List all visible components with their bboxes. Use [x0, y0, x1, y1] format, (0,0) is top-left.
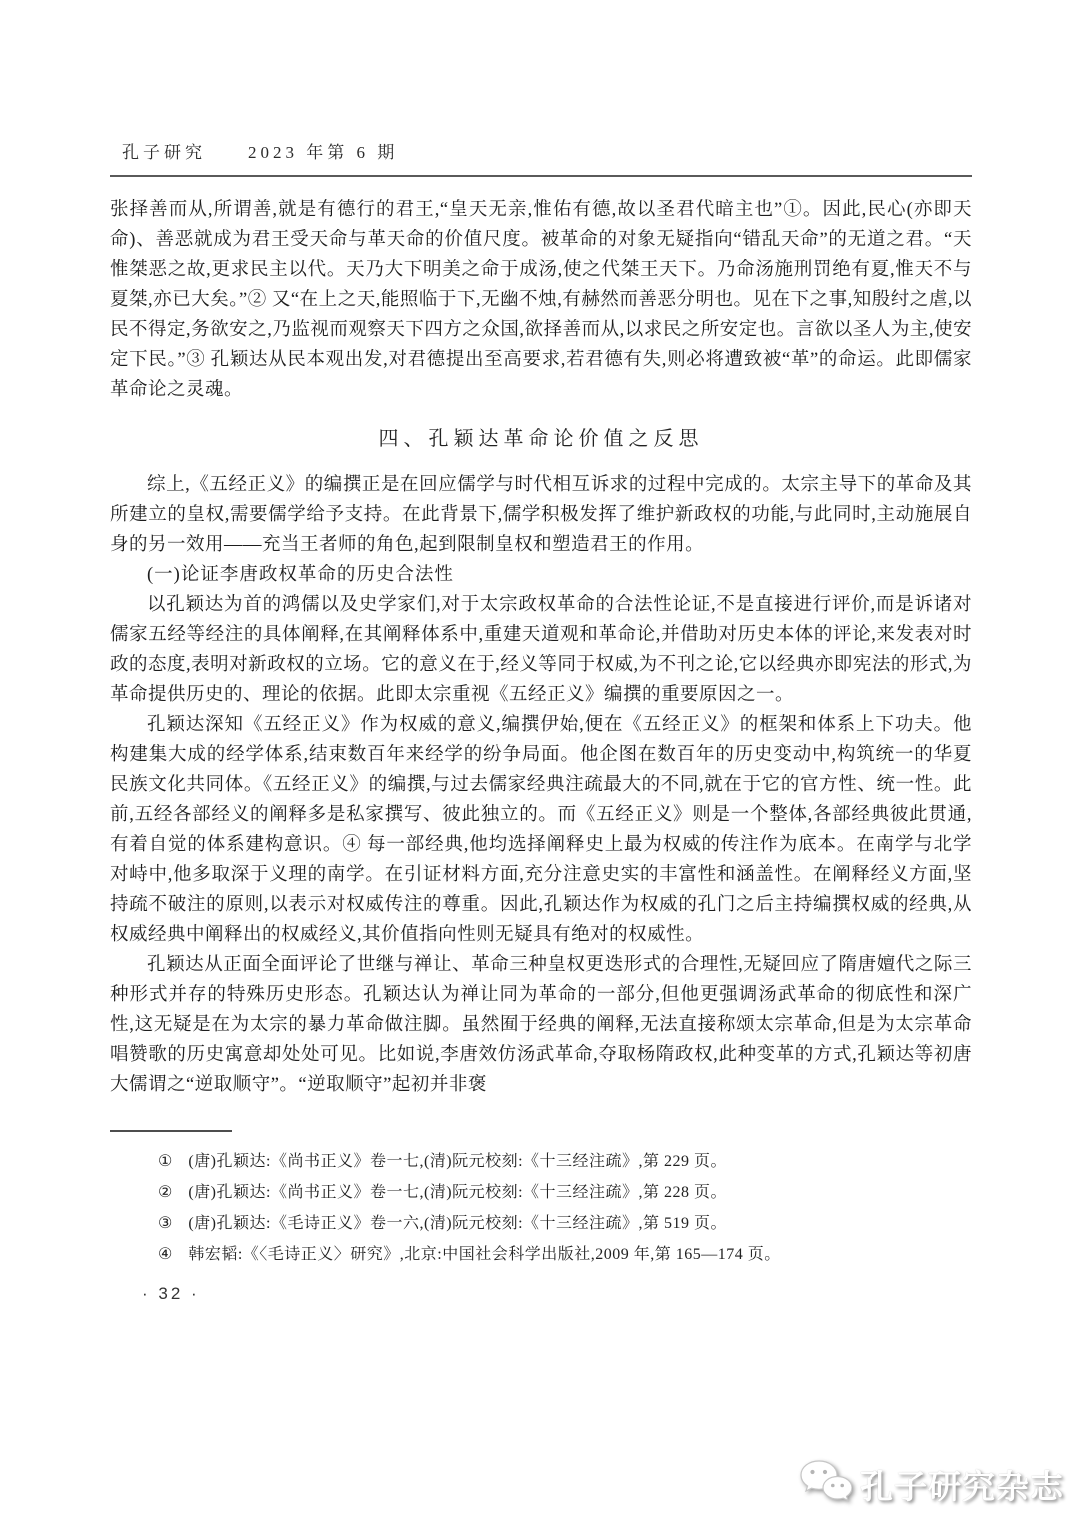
- footnote-text: (唐)孔颖达:《尚书正义》卷一七,(清)阮元校刻:《十三经注疏》,第 229 页。: [188, 1153, 728, 1170]
- footnote-separator: [110, 1130, 232, 1132]
- issue-label: 2023 年第 6 期: [248, 143, 399, 162]
- footnote-marker: ④: [158, 1246, 173, 1263]
- footnote-item: [110, 1177, 972, 1208]
- footnote-text: (唐)孔颖达:《尚书正义》卷一七,(清)阮元校刻:《十三经注疏》,第 228 页。: [188, 1184, 728, 1201]
- footnote-marker: ②: [158, 1184, 173, 1201]
- article-body: [110, 195, 972, 1100]
- body-paragraph-three-forms: 孔颖达从正面全面评论了世继与禅让、革命三种皇权更迭形式的合理性,无疑回应了隋唐嬗代之际三种形式并存的特殊历史形态。孔颖达认为禅让同为革命的一部分,但他更强调汤武革命的彻底性和深广性,这无疑是在为太宗的暴力革命做注脚。虽然囿于经典的阐释,无法直接称颂太宗革命,但是为太宗革命唱赞歌的历史寓意却处处可见。比如说,李唐效仿汤武革命,夺取杨隋政权,此种变革的方式,孔颖达等初唐大儒谓之“逆取顺守”。“逆取顺守”起初并非褒: [110, 955, 972, 1095]
- body-paragraph-overview: 综上,《五经正义》的编撰正是在回应儒学与时代相互诉求的过程中完成的。太宗主导下的革命及其所建立的皇权,需要儒学给予支持。在此背景下,儒学积极发挥了维护新政权的功能,与此同时,主动施展自身的另一效用——充当王者师的角色,起到限制皇权和塑造君王的作用。: [110, 475, 972, 555]
- watermark: [798, 1459, 1064, 1510]
- footnote-marker: ①: [158, 1153, 173, 1170]
- watermark-label: 孔子研究杂志: [860, 1468, 1064, 1505]
- journal-title: 孔子研究: [122, 143, 206, 162]
- footnote-text: (唐)孔颖达:《毛诗正义》卷一六,(清)阮元校刻:《十三经注疏》,第 519 页。: [188, 1215, 728, 1232]
- journal-header: [110, 138, 972, 177]
- subsection-heading: (一)论证李唐政权革命的历史合法性: [147, 565, 454, 585]
- body-paragraph-continuation: 张择善而从,所谓善,就是有德行的君王,“皇天无亲,惟佑有德,故以圣君代暗主也”①。因此,民心(亦即天命)、善恶就成为君王受天命与革天命的价值尺度。被革命的对象无疑指向“错乱天命”的无道之君。“天惟桀恶之故,更求民主以代。天乃大下明美之命于成汤,使之代桀王天下。乃命汤施刑罚绝有夏,惟天不与夏桀,亦已大矣。”② 又“在上之天,能照临于下,无幽不烛,有赫然而善恶分明也。见在下之事,知殷纣之虐,以民不得定,务欲安之,乃监视而观察天下四方之众国,欲择善而从,以求民之所安定也。言欲以圣人为主,使安定下民。”③ 孔颖达从民本观出发,对君德提出至高要求,若君德有失,则必将遭致被“革”的命运。此即儒家革命论之灵魂。: [110, 200, 972, 400]
- wechat-icon: [798, 1459, 852, 1510]
- footnote-item: [110, 1239, 972, 1270]
- body-paragraph-legitimacy: 以孔颖达为首的鸿儒以及史学家们,对于太宗政权革命的合法性论证,不是直接进行评价,而是诉诸对儒家五经等经注的具体阐释,在其阐释体系中,重建天道观和革命论,并借助对历史本体的评论,来发表对时政的态度,表明对新政权的立场。它的意义在于,经义等同于权威,为不刊之论,它以经典亦即宪法的形式,为革命提供历史的、理论的依据。此即太宗重视《五经正义》编撰的重要原因之一。: [110, 595, 972, 705]
- section-heading: 四、孔颖达革命论价值之反思: [378, 428, 704, 450]
- page-content: [110, 138, 972, 1304]
- footnotes-section: [110, 1130, 972, 1270]
- footnote-item: [110, 1146, 972, 1177]
- footnote-item: [110, 1208, 972, 1239]
- page-number: · 32 ·: [142, 1284, 200, 1303]
- footnote-text: 韩宏韬:《〈毛诗正义〉研究》,北京:中国社会科学出版社,2009 年,第 165—174 页。: [188, 1246, 781, 1263]
- body-paragraph-authority: 孔颖达深知《五经正义》作为权威的意义,编撰伊始,便在《五经正义》的框架和体系上下功夫。他构建集大成的经学体系,结束数百年来经学的纷争局面。他企图在数百年的历史变动中,构筑统一的华夏民族文化共同体。《五经正义》的编撰,与过去儒家经典注疏最大的不同,就在于它的官方性、统一性。此前,五经各部经义的阐释多是私家撰写、彼此独立的。而《五经正义》则是一个整体,各部经典彼此贯通,有着自觉的体系建构意识。④ 每一部经典,他均选择阐释史上最为权威的传注作为底本。在南学与北学对峙中,他多取深于义理的南学。在引证材料方面,充分注意史实的丰富性和涵盖性。在阐释经义方面,坚持疏不破注的原则,以表示对权威传注的尊重。因此,孔颖达作为权威的孔门之后主持编撰权威的经典,从权威经典中阐释出的权威经义,其价值指向性则无疑具有绝对的权威性。: [110, 715, 972, 945]
- footnote-marker: ③: [158, 1215, 173, 1232]
